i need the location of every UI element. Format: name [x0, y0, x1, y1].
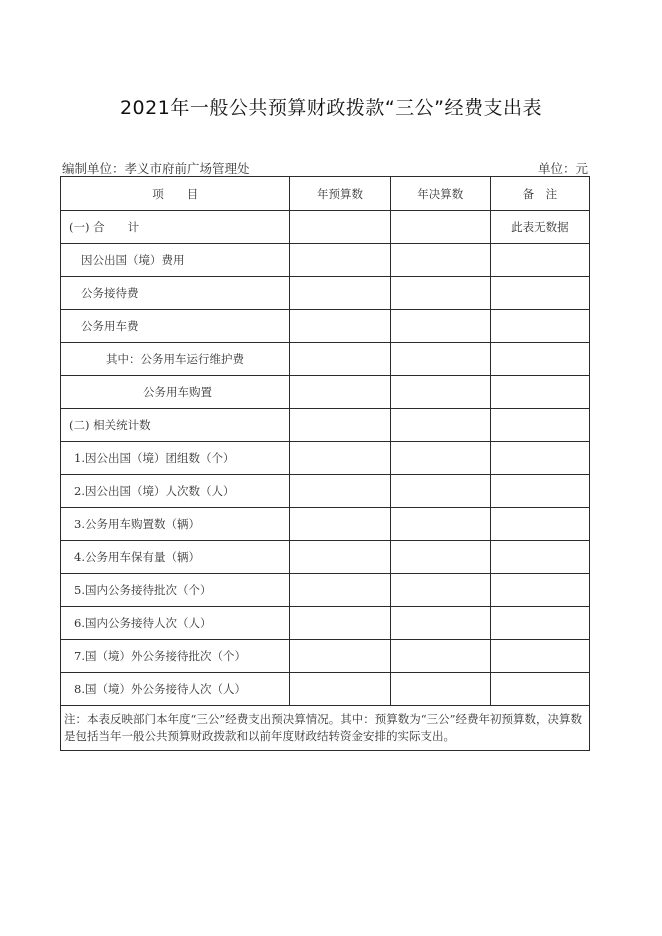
row-final — [390, 244, 490, 277]
row-budget — [290, 277, 390, 310]
table-row — [61, 508, 590, 541]
row-budget — [290, 475, 390, 508]
row-final — [390, 277, 490, 310]
row-budget — [290, 376, 390, 409]
row-note — [490, 442, 589, 475]
row-note — [490, 310, 589, 343]
row-label: (二) 相关统计数 — [61, 409, 290, 442]
table-row — [61, 277, 590, 310]
row-label: 4.公务用车保有量（辆） — [61, 541, 290, 574]
table-row — [61, 541, 590, 574]
row-label: 7.国（境）外公务接待批次（个） — [61, 640, 290, 673]
row-label: 公务接待费 — [61, 277, 290, 310]
table-row — [61, 607, 590, 640]
row-budget — [290, 310, 390, 343]
row-note — [490, 409, 589, 442]
row-label: (一) 合 计 — [61, 211, 290, 244]
row-budget — [290, 574, 390, 607]
row-note — [490, 673, 589, 706]
table-row — [61, 310, 590, 343]
header-final: 年决算数 — [390, 177, 490, 211]
row-final — [390, 310, 490, 343]
row-note — [490, 343, 589, 376]
row-final — [390, 211, 490, 244]
row-budget — [290, 343, 390, 376]
row-label: 公务用车费 — [61, 310, 290, 343]
row-note — [490, 376, 589, 409]
table-row — [61, 211, 590, 244]
table-row — [61, 640, 590, 673]
row-budget — [290, 640, 390, 673]
table-row — [61, 574, 590, 607]
table-row — [61, 409, 590, 442]
row-label: 8.国（境）外公务接待人次（人） — [61, 673, 290, 706]
row-final — [390, 673, 490, 706]
row-budget — [290, 211, 390, 244]
table-row — [61, 244, 590, 277]
table-header-row — [61, 177, 590, 211]
row-label: 因公出国（境）费用 — [61, 244, 290, 277]
row-final — [390, 640, 490, 673]
table-row — [61, 673, 590, 706]
row-final — [390, 409, 490, 442]
expense-table — [60, 176, 590, 751]
row-note — [490, 244, 589, 277]
footnote-row — [61, 706, 590, 751]
row-note — [490, 607, 589, 640]
currency-unit: 单位：元 — [537, 161, 588, 176]
row-final — [390, 343, 490, 376]
row-final — [390, 475, 490, 508]
row-label: 5.国内公务接待批次（个） — [61, 574, 290, 607]
page-title: 2021年一般公共预算财政拨款“三公”经费支出表 — [119, 97, 543, 119]
row-note — [490, 574, 589, 607]
row-final — [390, 574, 490, 607]
header-item: 项 目 — [61, 177, 290, 211]
row-budget — [290, 409, 390, 442]
header-budget: 年预算数 — [290, 177, 390, 211]
row-final — [390, 607, 490, 640]
row-note: 此表无数据 — [490, 211, 589, 244]
row-budget — [290, 607, 390, 640]
row-label: 6.国内公务接待人次（人） — [61, 607, 290, 640]
row-final — [390, 442, 490, 475]
row-final — [390, 508, 490, 541]
row-label: 公务用车购置 — [61, 376, 290, 409]
compiling-unit: 编制单位：孝义市府前广场管理处 — [62, 161, 250, 176]
row-budget — [290, 673, 390, 706]
row-label: 3.公务用车购置数（辆） — [61, 508, 290, 541]
row-budget — [290, 508, 390, 541]
row-label: 1.因公出国（境）团组数（个） — [61, 442, 290, 475]
row-final — [390, 541, 490, 574]
row-note — [490, 475, 589, 508]
header-note: 备 注 — [490, 177, 589, 211]
row-note — [490, 277, 589, 310]
row-note — [490, 541, 589, 574]
table-footnote: 注：本表反映部门本年度“三公”经费支出预决算情况。其中：预算数为“三公”经费年初预算数，决算数是包括当年一般公共预算财政拨款和以前年度财政结转资金安排的实际支出。 — [61, 706, 590, 751]
table-row — [61, 376, 590, 409]
table-row — [61, 343, 590, 376]
table-row — [61, 442, 590, 475]
row-label: 其中：公务用车运行维护费 — [61, 343, 290, 376]
table-row — [61, 475, 590, 508]
row-budget — [290, 541, 390, 574]
row-budget — [290, 442, 390, 475]
row-budget — [290, 244, 390, 277]
row-final — [390, 376, 490, 409]
row-label: 2.因公出国（境）人次数（人） — [61, 475, 290, 508]
row-note — [490, 640, 589, 673]
row-note — [490, 508, 589, 541]
